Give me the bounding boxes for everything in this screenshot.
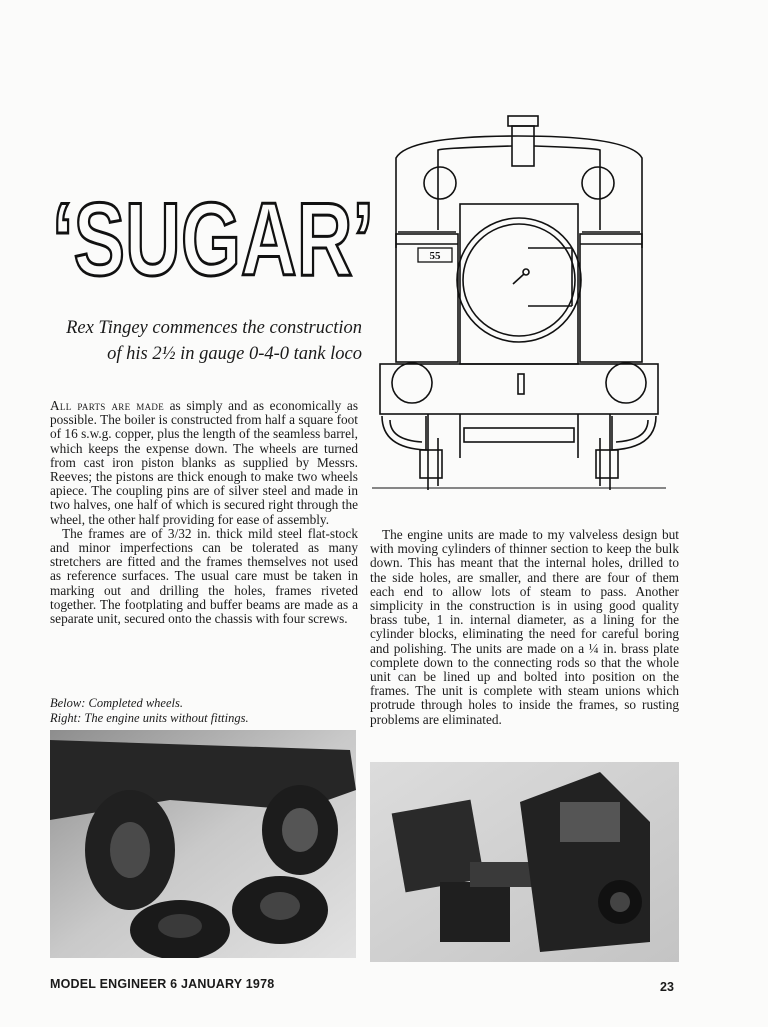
subtitle-line-2: of his 2½ in gauge 0-4-0 tank loco xyxy=(107,344,362,364)
locomotive-front-drawing xyxy=(368,98,670,498)
caption-right: Right: The engine units without fittings. xyxy=(50,711,249,725)
photo-engine-units xyxy=(370,762,679,962)
article-title xyxy=(48,185,378,290)
article-subtitle xyxy=(62,315,362,367)
footer-publication: MODEL ENGINEER 6 JANUARY 1978 xyxy=(50,977,275,991)
number-plate-text: 55 xyxy=(429,250,441,262)
right-paragraph-1: The engine units are made to my valveless design but with moving cylinders of thinner section to keep the bulk down. This has meant that the internal holes, drilled to the side holes, are smaller, and there are four of them each end to allow lots of steam to pass. Another simplicity in the construction is in using good quality brass tube, 1 in. internal diameter, as a lining for the cylinder blocks, eliminating the need for careful boring and polishing. The units are made on a ¼ in. brass plate complete down to the connecting rods so that the whole unit can be lined up and bolted into position on the frames. The unit is complete with steam unions which protrude through holes to inside the frames, so rusting problems are eliminated. xyxy=(370,527,679,727)
photo-completed-wheels xyxy=(50,730,356,958)
left-paragraph-1-text: as simply and as economically as possible. The boiler is constructed from half a square foot of 16 s.w.g. copper, plus the length of the seamless barrel, which keeps the expense down. The wheels are turned from cast iron piston blanks as supplied by Messrs. Reeves; the pistons are thick enough to make two wheels apiece. The coupling pins are of silver steel and made in two halves, one half of which is secured right through the wheel, the other half providing for ease of assembly. xyxy=(50,398,358,527)
title-text: ‘SUGAR’ xyxy=(52,185,374,290)
lead-in: All parts are made xyxy=(50,398,165,413)
title-graphic xyxy=(48,185,378,290)
left-paragraph-1 xyxy=(50,399,358,527)
caption-below: Below: Completed wheels. xyxy=(50,696,183,710)
left-paragraph-2: The frames are of 3/32 in. thick mild steel flat-stock and minor imperfections can be tolerated as many stretchers are fitted and the frames themselves not used as reference surfaces. The usual care must be taken in marking out and drilling the holes, frames riveted together. The footplating and buffer beams are made as a separate unit, secured onto the chassis with four screws. xyxy=(50,525,358,627)
page-number: 23 xyxy=(660,980,674,994)
right-column xyxy=(370,528,679,727)
subtitle-line-1: Rex Tingey commences the construction xyxy=(66,318,362,338)
photo-captions xyxy=(50,696,350,726)
left-column xyxy=(50,399,358,626)
